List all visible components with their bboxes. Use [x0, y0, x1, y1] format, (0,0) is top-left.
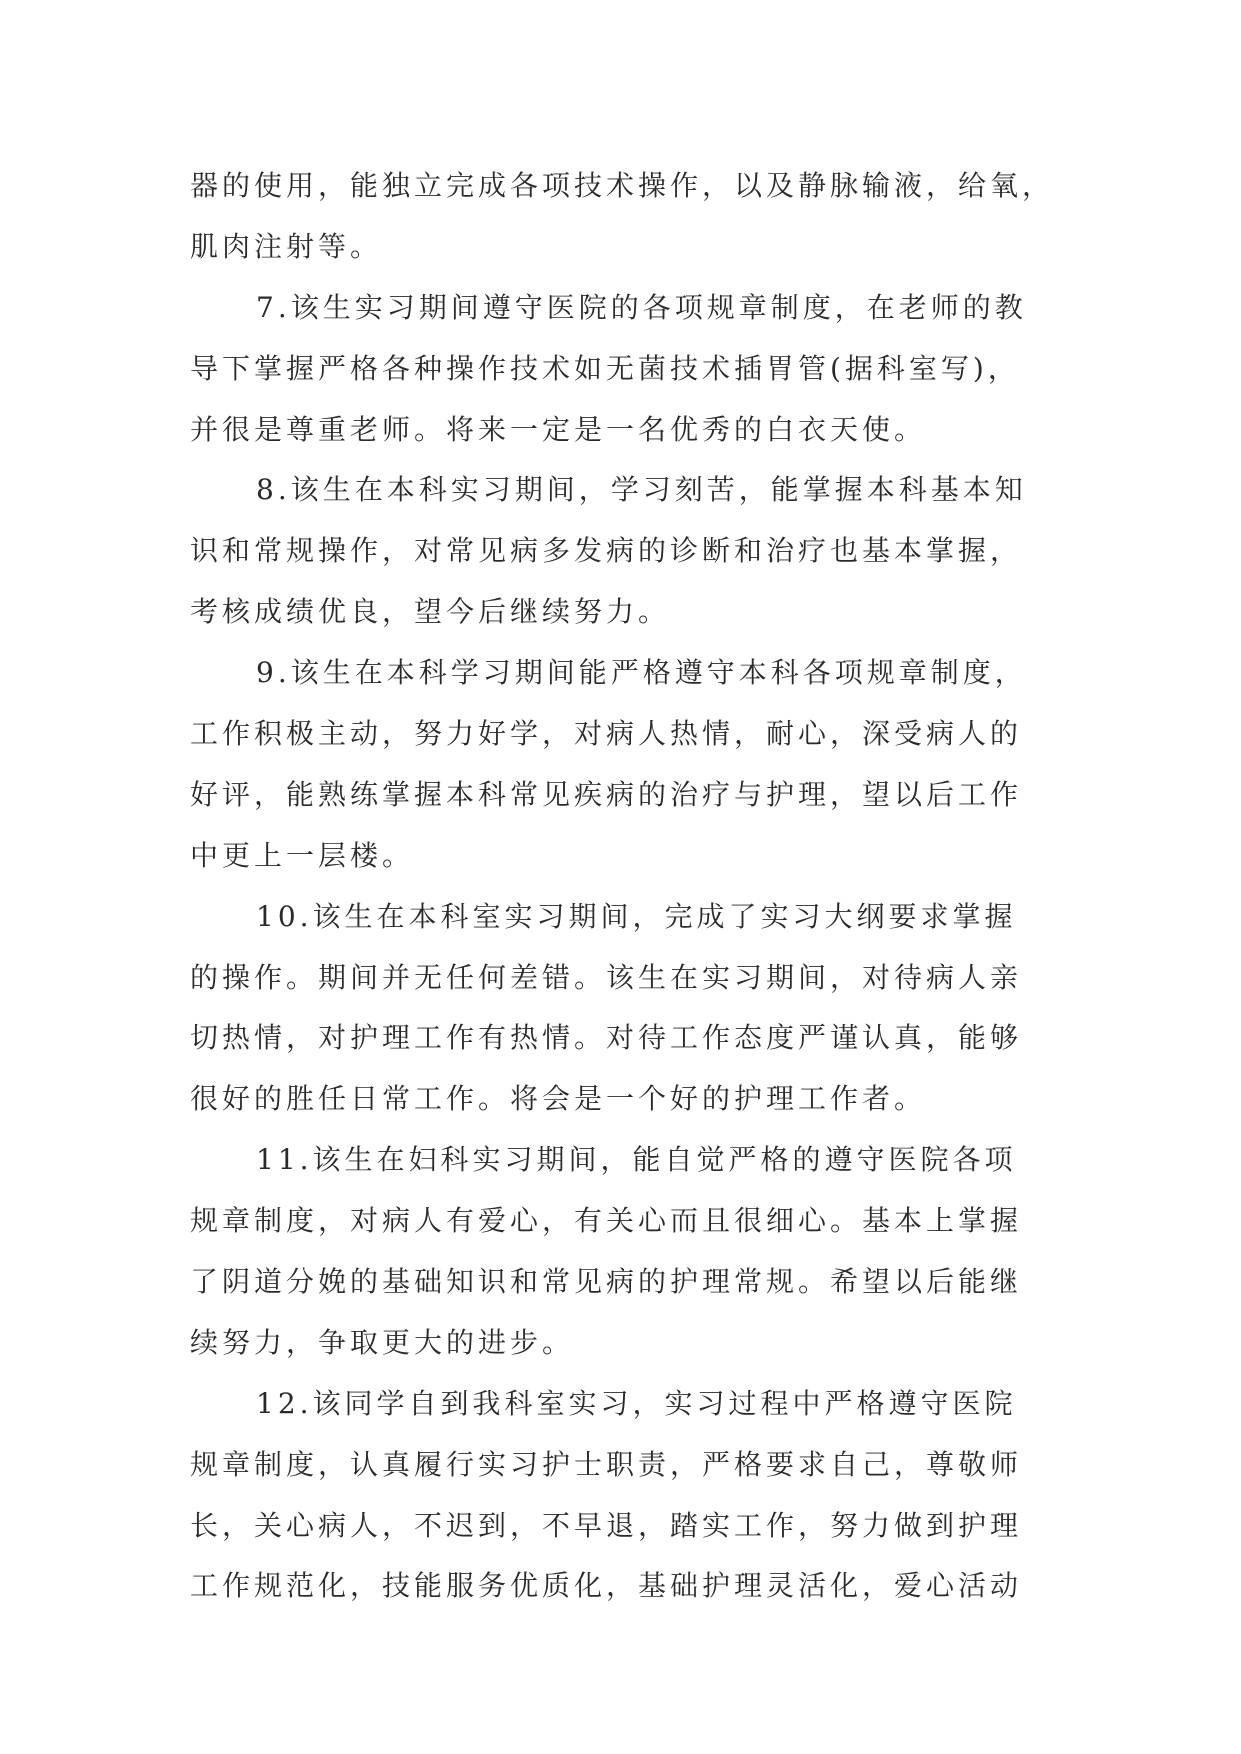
text-line: 导下掌握严格各种操作技术如无菌技术插胃管(据科室写)，: [190, 351, 1020, 385]
text-line: 好评，能熟练掌握本科常见疾病的治疗与护理，望以后工作: [190, 777, 1023, 811]
text-line: 工作规范化，技能服务优质化，基础护理灵活化，爱心活动: [190, 1569, 1023, 1603]
text-line: 了阴道分娩的基础知识和常见病的护理常规。希望以后能继: [190, 1265, 1023, 1299]
text-line: 识和常规操作，对常见病多发病的诊断和治疗也基本掌握，: [190, 534, 1023, 568]
document-body: [190, 156, 1060, 1617]
text-line: 器的使用，能独立完成各项技术操作，以及静脉输液，给氧，: [190, 169, 1055, 202]
paragraph-7-start: 7.该生实习期间遵守医院的各项规章制度，在老师的教: [256, 290, 1027, 324]
text-line: 规章制度，认真履行实习护士职责，严格要求自己，尊敬师: [190, 1447, 1023, 1481]
paragraph-9-start: 9.该生在本科学习期间能严格遵守本科各项规章制度，: [256, 656, 1027, 690]
paragraph-11-start: 11.该生在妇科实习期间，能自觉严格的遵守医院各项: [256, 1143, 1017, 1177]
text-line: 很好的胜任日常工作。将会是一个好的护理工作者。: [190, 1082, 927, 1116]
text-line: 中更上一层楼。: [190, 838, 415, 872]
paragraph-8-start: 8.该生在本科实习期间，学习刻苦，能掌握本科基本知: [256, 473, 1027, 507]
text-line: 并很是尊重老师。将来一定是一名优秀的白衣天使。: [190, 412, 927, 446]
text-line: 肌肉注射等。: [190, 229, 383, 263]
text-line: 工作积极主动，努力好学，对病人热情，耐心，深受病人的: [190, 717, 1023, 751]
text-line: 考核成绩优良，望今后继续努力。: [190, 595, 671, 629]
paragraph-12-start: 12.该同学自到我科室实习，实习过程中严格遵守医院: [256, 1386, 1017, 1420]
text-line: 的操作。期间并无任何差错。该生在实习期间，对待病人亲: [190, 960, 1023, 994]
text-line: 续努力，争取更大的进步。: [190, 1325, 575, 1359]
paragraph-10-start: 10.该生在本科室实习期间，完成了实习大纲要求掌握: [256, 899, 1017, 933]
text-line: 切热情，对护理工作有热情。对待工作态度严谨认真，能够: [190, 1021, 1023, 1055]
text-line: 长，关心病人，不迟到，不早退，踏实工作，努力做到护理: [190, 1508, 1023, 1542]
text-line: 规章制度，对病人有爱心，有关心而且很细心。基本上掌握: [190, 1204, 1023, 1238]
